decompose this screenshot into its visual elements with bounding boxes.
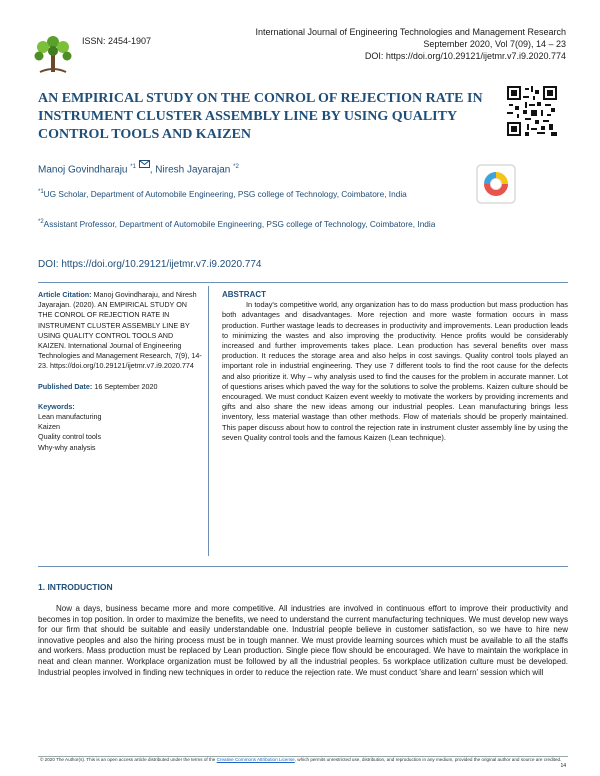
keyword-item: Quality control tools xyxy=(38,432,102,442)
citation-block xyxy=(38,290,202,372)
email-icon[interactable] xyxy=(139,160,150,168)
doi-link[interactable]: DOI: https://doi.org/10.29121/ijetmr.v7.i9.2020.774 xyxy=(38,259,262,270)
journal-tree-logo xyxy=(30,30,76,76)
affiliation-2-sup: *2 xyxy=(38,219,44,225)
affiliation-1-sup: *1 xyxy=(38,189,44,195)
journal-doi[interactable]: DOI: https://doi.org/10.29121/ijetmr.v7.i9.2020.774 xyxy=(364,51,566,61)
author-separator: , xyxy=(149,164,153,176)
abstract-heading: ABSTRACT xyxy=(222,290,266,299)
abstract-text: In today's competitive world, any organization has to do mass production but mass production has both advantages and disadvantages. More rejection and more waste formation occurs in mass production. Further wastage leads to decreases in productivity and improvements. Lean production leads to minimizing the wastes and also improving the productivity. Hence profits would be considerably increased and further improvements takes place. Lean production has several benefits over mass production. It reduces the storage area and also helps in cost savings. Quality control tools played an important role in industrial engineering. They use 7 different tools to find the root cause for the defects and also prioritize it. Why – why analysis used to find the causes for the problem in accurate manner. Lot of questions arises which paved the way for the solutions to solve the problems. Kaizen culture should be encouraged. We must conduct Kaizen event weekly to motivate the workers by providing increments and gifts and also share the new ideas among our industrial peoples. Lean manufacturing brings less inventory, less material wastage than other methods. Flow of materials should be properly maintained. This paper discuss about how to control the rejection rate in instrument cluster assembly line by using the seven Quality control tools and the famous Kaizen (Lean technique). xyxy=(222,300,568,442)
keywords-label: Keywords: xyxy=(38,401,75,411)
citation-label: Article Citation: xyxy=(38,290,92,299)
affiliation-1-text: UG Scholar, Department of Automobile Engineering, PSG college of Technology, Coimbatore, India xyxy=(43,188,407,199)
qr-code[interactable] xyxy=(507,86,557,136)
abstract xyxy=(222,290,568,443)
author-2-name[interactable]: Niresh Jayarajan xyxy=(155,164,231,176)
top-divider xyxy=(38,282,568,283)
mid-divider xyxy=(38,566,568,567)
issn: ISSN: 2454-1907 xyxy=(82,36,152,46)
citation-text: Manoj Govindharaju, and Niresh Jayarajan. (2020). AN EMPIRICAL STUDY ON THE CONROL OF REJECTION RATE IN INSTRUMENT CLUSTER ASSEMBLY LINE BY USING QUALITY CONTROL TOOLS AND KAIZEN. International Journal of Engineering Technologies and Management Research, 7(9), 14-23. https://doi.org/10.29121/ijetmr.v7.i9.2020.774 xyxy=(38,290,202,371)
column-divider xyxy=(208,286,209,556)
affiliation-1 xyxy=(38,186,468,200)
published-block xyxy=(38,382,202,392)
article-info-sidebar xyxy=(38,290,202,453)
keyword-item: Lean manufacturing xyxy=(38,412,102,422)
section-heading: 1. INTRODUCTION xyxy=(38,582,113,592)
journal-name: International Journal of Engineering Technologies and Management Research xyxy=(255,27,566,37)
license-prefix: © 2020 The Author(s). This is an open access article distributed under the terms of the xyxy=(40,757,216,762)
author-1-name[interactable]: Manoj Govindharaju xyxy=(38,164,128,176)
journal-header xyxy=(255,26,566,62)
journal-issue: September 2020, Vol 7(09), 14 – 23 xyxy=(423,39,566,49)
license-link[interactable]: Creative Commons Attribution License xyxy=(216,757,295,762)
author-2-sup: *2 xyxy=(233,164,239,170)
crossmark-icon[interactable] xyxy=(476,164,516,204)
section-body: Now a days, business became more and more competitive. All industries are involved in continuous effort to improve their productivity and becomes in top position. In order to maximize the benefits, we need to understand the current manufacturing techniques. We must develop new ways for our firm that should be suitable and easily understandable one. Industrial people believe in customer satisfaction, so we have to hire new innovative peoples and also the hiring process must be in tough manner. We must provide learning sources which must be available to all the staffs and workers. Mass production must be replaced by Lean production. Single piece flow should be encouraged. We have to maintain the workplace in neat and clean manner. Workplace organization must be followed by all the industrial peoples. 5s workplace utilization culture must be developed. Industrial peoples involved in finding new techniques in order to reduce the rejection rate. We must conduct 'share and learn' session which will xyxy=(38,604,568,677)
license-suffix: , which permits unrestricted use, distribution, and reproduction in any medium, provided the original author and source are credited. xyxy=(294,757,562,762)
page-number: 14 xyxy=(560,763,566,769)
author-list xyxy=(38,160,239,175)
keyword-item: Kaizen xyxy=(38,422,60,432)
paper-title: AN EMPIRICAL STUDY ON THE CONROL OF REJECTION RATE IN INSTRUMENT CLUSTER ASSEMBLY LINE BY USING QUALITY CONTROL TOOLS AND KAIZEN xyxy=(38,91,483,142)
keyword-item: Why-why analysis xyxy=(38,442,96,452)
affiliation-2 xyxy=(38,216,468,230)
published-label: Published Date: xyxy=(38,381,93,391)
published-date: 16 September 2020 xyxy=(94,381,158,391)
affiliation-2-text: Assistant Professor, Department of Automobile Engineering, PSG college of Technology, Coimbatore, India xyxy=(43,218,436,229)
license-footer xyxy=(40,757,566,763)
author-1-sup: *1 xyxy=(130,164,136,170)
